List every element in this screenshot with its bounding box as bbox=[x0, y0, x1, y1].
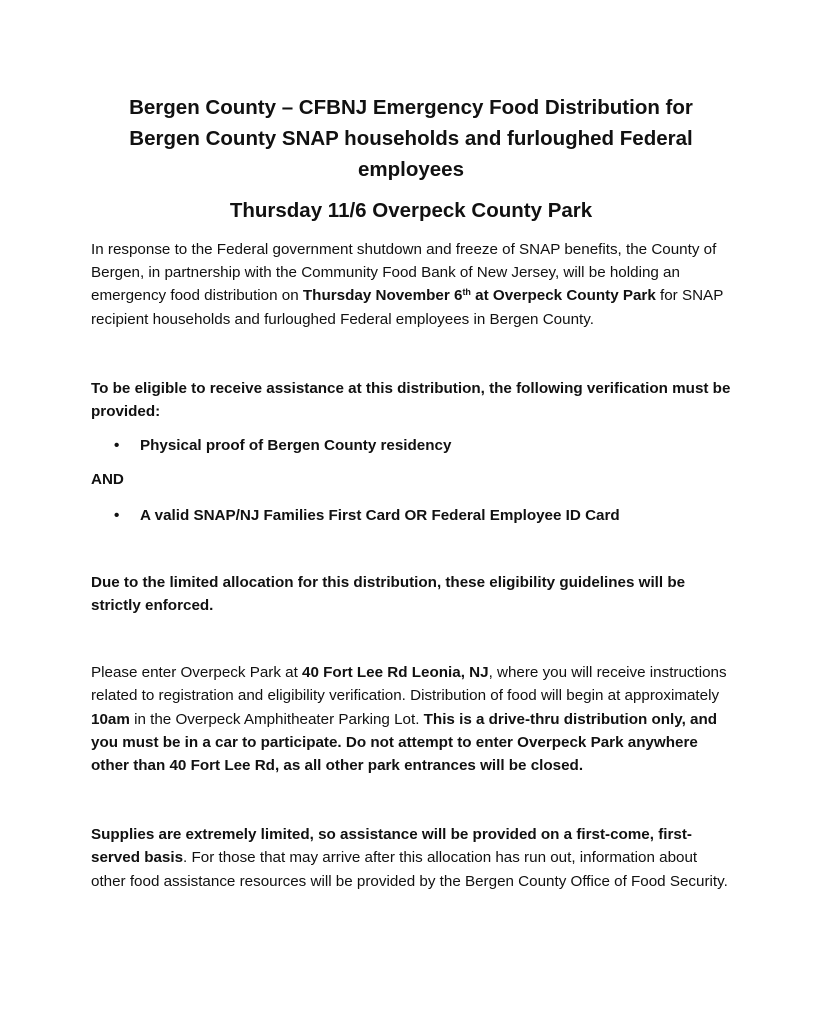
enforcement-notice: Due to the limited allocation for this distribution, these eligibility guidelines will be strictly enforced. bbox=[91, 573, 686, 615]
bullet-icon: • bbox=[114, 506, 120, 524]
requirement-residency: Physical proof of Bergen County residency bbox=[140, 437, 452, 455]
intro-location: at Overpeck County Park bbox=[470, 287, 656, 305]
flyer-document bbox=[91, 92, 731, 893]
drive-thru-warning: This is a drive-thru distribution only, and you must be in a car to participate. Do not attempt to enter Overpeck Park anywhere other than 40 Fort Lee Rd, as all other park entrances will be closed. bbox=[91, 710, 718, 775]
page-title: Bergen County – CFBNJ Emergency Food Distribution for Bergen County SNAP households and furloughed Federal employees bbox=[129, 96, 693, 181]
supplies-limited-notice: Supplies are extremely limited, so assistance will be provided on a first-come, first-served basis bbox=[91, 826, 692, 867]
start-time: 10am bbox=[91, 710, 130, 728]
directions-text-lot: in the Overpeck Amphitheater Parking Lot. bbox=[129, 710, 424, 728]
directions-paragraph bbox=[91, 661, 731, 777]
list-item bbox=[91, 504, 731, 527]
directions-text-middle: , where you will receive instructions related to registration and eligibility verification. Distribution of food will begin at approximately bbox=[91, 664, 727, 705]
event-date-location-heading: Thursday 11/6 Overpeck County Park bbox=[229, 199, 593, 222]
list-item bbox=[91, 434, 731, 457]
bullet-icon: • bbox=[114, 437, 120, 455]
directions-text-start: Please enter Overpeck Park at bbox=[91, 664, 303, 682]
and-conjunction: AND bbox=[91, 471, 124, 489]
intro-text-end: for SNAP recipient households and furloughed Federal employees in Bergen County. bbox=[91, 287, 724, 328]
intro-text-start: In response to the Federal government shutdown and freeze of SNAP benefits, the County of Bergen, in partnership with the Community Food Bank of New Jersey, will be holding an emergency food distribution on bbox=[91, 241, 717, 305]
intro-date: Thursday November 6 bbox=[302, 287, 463, 305]
intro-date-suffix: th bbox=[462, 287, 471, 298]
requirement-id-card: A valid SNAP/NJ Families First Card OR Federal Employee ID Card bbox=[140, 506, 620, 524]
eligibility-list-residency bbox=[91, 434, 731, 457]
park-address: 40 Fort Lee Rd Leonia, NJ bbox=[302, 664, 489, 682]
eligibility-heading: To be eligible to receive assistance at this distribution, the following verification must be provided: bbox=[91, 379, 731, 421]
intro-paragraph bbox=[91, 238, 731, 331]
eligibility-list-id bbox=[91, 504, 731, 527]
supplies-paragraph bbox=[91, 823, 731, 893]
supplies-text-rest: . For those that may arrive after this allocation has run out, information about other food assistance resources will be provided by the Bergen County Office of Food Security. bbox=[91, 849, 728, 890]
